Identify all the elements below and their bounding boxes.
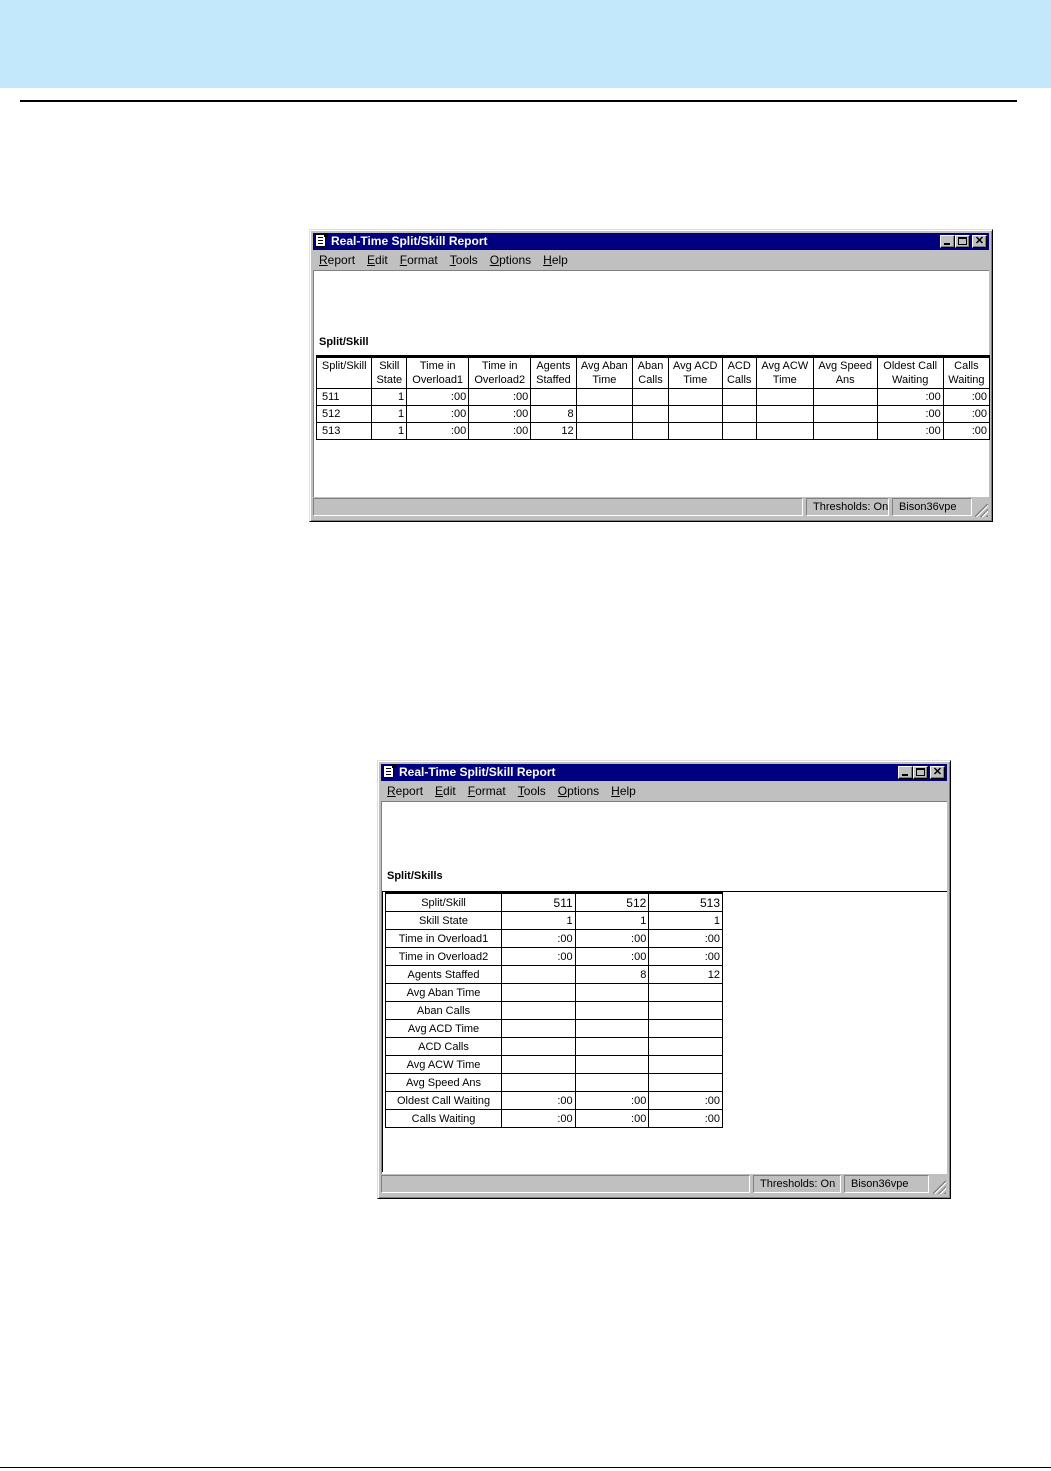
column-header-line1: Avg Aban xyxy=(580,360,628,372)
menu-item-edit[interactable] xyxy=(429,784,462,798)
row-label[interactable]: Skill State xyxy=(386,912,502,930)
table-cell[interactable] xyxy=(531,389,576,406)
minimize-button[interactable] xyxy=(898,766,913,779)
report-app-icon[interactable] xyxy=(315,234,326,247)
menu-item-options[interactable] xyxy=(484,253,537,267)
column-header-line2: Calls xyxy=(726,374,752,386)
menu-label: dit xyxy=(375,252,388,267)
table-cell[interactable]: 12 xyxy=(649,966,723,984)
column-header[interactable] xyxy=(407,357,469,389)
menu-label: elp xyxy=(619,783,636,798)
menu-item-tools[interactable] xyxy=(444,253,484,267)
column-header-line1: Oldest Call xyxy=(883,360,938,372)
menu-item-help[interactable] xyxy=(537,253,574,267)
table-cell[interactable] xyxy=(649,1074,723,1092)
table-row xyxy=(386,893,723,912)
table-cell[interactable]: 1 xyxy=(372,423,407,440)
table-cell[interactable]: :00 xyxy=(649,930,723,948)
column-header-line2 xyxy=(319,373,369,387)
table-cell[interactable]: 1 xyxy=(502,912,576,930)
table-cell[interactable]: 511 xyxy=(502,893,576,912)
table-cell[interactable]: :00 xyxy=(943,423,989,440)
table-cell[interactable] xyxy=(722,389,756,406)
table-cell[interactable] xyxy=(502,1038,576,1056)
menu-label: ptions xyxy=(499,252,532,267)
table-cell[interactable] xyxy=(633,389,669,406)
resize-grip[interactable] xyxy=(933,1181,946,1194)
menu-item-format[interactable] xyxy=(462,784,512,798)
table-cell[interactable]: 512 xyxy=(317,406,372,423)
table-cell[interactable] xyxy=(502,1056,576,1074)
table-cell[interactable] xyxy=(722,406,756,423)
table-cell[interactable]: 8 xyxy=(575,966,649,984)
menu-accelerator: H xyxy=(611,783,620,798)
table-row xyxy=(386,966,723,984)
table-cell[interactable] xyxy=(756,389,813,406)
header-rule xyxy=(20,100,1017,102)
column-header[interactable] xyxy=(576,357,632,389)
table-row xyxy=(386,1038,723,1056)
minimize-icon xyxy=(944,243,950,245)
table-cell[interactable]: :00 xyxy=(502,1110,576,1128)
table-cell[interactable]: :00 xyxy=(575,948,649,966)
table-cell[interactable]: :00 xyxy=(575,1110,649,1128)
table-cell[interactable] xyxy=(649,984,723,1002)
menu-accelerator: F xyxy=(399,252,408,267)
menu-label: elp xyxy=(551,252,568,267)
column-header-line2: Time xyxy=(683,374,708,386)
column-header-line2: Staffed xyxy=(536,374,571,386)
report-table xyxy=(385,891,723,1128)
maximize-button[interactable] xyxy=(913,766,928,779)
column-header-line1: Skill xyxy=(379,360,400,372)
row-label[interactable]: Calls Waiting xyxy=(386,1110,502,1128)
menu-label: eport xyxy=(395,783,424,798)
column-header-line2: Calls xyxy=(638,374,663,386)
table-cell[interactable]: 1 xyxy=(372,389,407,406)
table-cell[interactable]: :00 xyxy=(649,1092,723,1110)
column-header-line1: Time in xyxy=(419,360,456,372)
thresholds-status: Thresholds: On xyxy=(806,498,889,516)
table-cell[interactable] xyxy=(649,1020,723,1038)
column-header-line1: ACD xyxy=(727,360,751,372)
table-cell[interactable]: 513 xyxy=(649,893,723,912)
column-header[interactable] xyxy=(756,357,813,389)
page-header-band xyxy=(0,0,1051,88)
section-label: Split/Skill xyxy=(319,336,369,348)
table-cell[interactable] xyxy=(575,1038,649,1056)
table-row xyxy=(386,930,723,948)
table-cell[interactable] xyxy=(575,1056,649,1074)
column-header-line1: Aban xyxy=(637,360,664,372)
row-label[interactable]: ACD Calls xyxy=(386,1038,502,1056)
table-cell[interactable]: :00 xyxy=(943,406,989,423)
close-icon: ✕ xyxy=(932,766,943,778)
menu-item-help[interactable] xyxy=(605,784,642,798)
column-header-line1: Time in xyxy=(481,360,518,372)
table-cell[interactable]: :00 xyxy=(502,948,576,966)
close-icon: ✕ xyxy=(974,235,985,247)
column-header[interactable] xyxy=(943,357,989,389)
footer-rule xyxy=(0,1467,1051,1468)
table-cell[interactable]: 1 xyxy=(649,912,723,930)
table-row xyxy=(386,1020,723,1038)
table-cell[interactable] xyxy=(575,984,649,1002)
table-cell[interactable] xyxy=(668,406,722,423)
table-cell[interactable]: 12 xyxy=(531,423,576,440)
menu-accelerator: O xyxy=(557,783,568,798)
maximize-icon xyxy=(958,237,967,245)
table-cell[interactable]: :00 xyxy=(943,389,989,406)
table-cell[interactable] xyxy=(633,406,669,423)
column-header-line2: Waiting xyxy=(948,374,985,386)
column-header[interactable] xyxy=(469,357,531,389)
table-cell[interactable] xyxy=(756,406,813,423)
column-header[interactable] xyxy=(531,357,576,389)
menu-label: ormat xyxy=(475,783,506,798)
column-header-line2: Overload2 xyxy=(474,374,526,386)
table-row xyxy=(317,389,990,406)
column-header[interactable] xyxy=(877,357,943,389)
table-cell[interactable] xyxy=(633,423,669,440)
table-cell[interactable]: :00 xyxy=(407,406,469,423)
column-header-line2: State xyxy=(376,374,403,386)
table-row xyxy=(317,406,990,423)
menu-label: ools xyxy=(523,783,546,798)
report-window-horizontal xyxy=(309,229,993,522)
menu-label: ools xyxy=(455,252,478,267)
table-row xyxy=(386,1056,723,1074)
row-label[interactable]: Split/Skill xyxy=(386,893,502,912)
menu-accelerator: T xyxy=(449,252,456,267)
row-label[interactable]: Avg Aban Time xyxy=(386,984,502,1002)
table-cell[interactable]: :00 xyxy=(649,1110,723,1128)
table-cell[interactable]: :00 xyxy=(407,389,469,406)
table-cell[interactable] xyxy=(576,406,632,423)
menu-accelerator: O xyxy=(489,252,500,267)
table-cell[interactable] xyxy=(813,389,877,406)
title-bar[interactable] xyxy=(381,764,947,781)
table-cell[interactable] xyxy=(722,423,756,440)
menu-label: ormat xyxy=(407,252,438,267)
column-header[interactable] xyxy=(372,357,407,389)
menu-item-format[interactable] xyxy=(394,253,444,267)
table-left-edge xyxy=(382,891,383,1172)
table-cell[interactable] xyxy=(576,423,632,440)
report-table xyxy=(316,355,990,440)
menu-label: ptions xyxy=(567,783,600,798)
menu-accelerator: F xyxy=(467,783,476,798)
table-cell[interactable] xyxy=(649,1002,723,1020)
table-cell[interactable]: :00 xyxy=(649,948,723,966)
report-app-icon[interactable] xyxy=(383,765,394,778)
table-cell[interactable]: :00 xyxy=(407,423,469,440)
minimize-button[interactable] xyxy=(940,235,955,248)
column-header[interactable] xyxy=(813,357,877,389)
row-label[interactable]: Aban Calls xyxy=(386,1002,502,1020)
table-cell[interactable] xyxy=(575,1002,649,1020)
column-header-line1: Avg Speed xyxy=(818,360,872,372)
menu-accelerator: E xyxy=(435,783,444,798)
menu-accelerator: T xyxy=(517,783,524,798)
status-bar xyxy=(313,496,989,518)
table-cell[interactable]: :00 xyxy=(502,1092,576,1110)
maximize-button[interactable] xyxy=(955,235,970,248)
close-button[interactable] xyxy=(930,766,945,779)
menu-bar xyxy=(381,781,947,800)
table-cell[interactable]: 511 xyxy=(317,389,372,406)
window-title: Real-Time Split/Skill Report xyxy=(399,765,556,779)
table-cell[interactable]: :00 xyxy=(575,930,649,948)
table-header-row xyxy=(317,357,990,389)
menu-accelerator: E xyxy=(367,252,376,267)
menu-accelerator: H xyxy=(543,252,552,267)
table-row xyxy=(317,423,990,440)
menu-accelerator: R xyxy=(387,783,396,798)
menu-item-report[interactable] xyxy=(313,253,361,267)
column-header-line2: Ans xyxy=(835,374,855,386)
table-cell[interactable]: :00 xyxy=(575,1092,649,1110)
report-area xyxy=(381,801,947,1174)
table-cell[interactable]: :00 xyxy=(877,389,943,406)
row-label[interactable]: Avg ACW Time xyxy=(386,1056,502,1074)
table-row xyxy=(386,1002,723,1020)
table-cell[interactable]: 512 xyxy=(575,893,649,912)
table-cell[interactable]: 1 xyxy=(372,406,407,423)
table-cell[interactable] xyxy=(813,423,877,440)
table-cell[interactable] xyxy=(649,1038,723,1056)
menu-bar xyxy=(313,250,989,269)
table-row xyxy=(386,912,723,930)
column-header-line2: Waiting xyxy=(892,374,929,386)
maximize-icon xyxy=(916,768,925,776)
report-window-vertical xyxy=(377,760,951,1199)
server-status: Bison36vpe xyxy=(892,498,972,516)
table-row xyxy=(386,1074,723,1092)
column-header[interactable] xyxy=(668,357,722,389)
table-cell[interactable] xyxy=(502,1002,576,1020)
column-header-line1: Agents xyxy=(536,360,571,372)
minimize-icon xyxy=(902,774,908,776)
menu-item-options[interactable] xyxy=(552,784,605,798)
status-bar xyxy=(381,1173,947,1195)
thresholds-status: Thresholds: On xyxy=(753,1175,841,1193)
status-pane-main xyxy=(381,1175,750,1193)
server-status: Bison36vpe xyxy=(844,1175,929,1193)
column-header-line1: Avg ACD xyxy=(673,360,718,372)
column-header[interactable] xyxy=(317,357,372,389)
row-label[interactable]: Avg Speed Ans xyxy=(386,1074,502,1092)
table-cell[interactable]: 513 xyxy=(317,423,372,440)
table-row xyxy=(386,1110,723,1128)
menu-label: eport xyxy=(327,252,356,267)
status-pane-main xyxy=(313,498,803,516)
column-header-line1: Split/Skill xyxy=(321,360,367,372)
table-row xyxy=(386,948,723,966)
menu-item-tools[interactable] xyxy=(512,784,552,798)
table-row xyxy=(386,984,723,1002)
table-cell[interactable] xyxy=(575,1020,649,1038)
table-cell[interactable]: 1 xyxy=(575,912,649,930)
table-cell[interactable] xyxy=(668,389,722,406)
row-label[interactable]: Agents Staffed xyxy=(386,966,502,984)
table-cell[interactable] xyxy=(576,389,632,406)
section-label: Split/Skills xyxy=(387,870,443,882)
table-cell[interactable] xyxy=(502,984,576,1002)
table-cell[interactable]: :00 xyxy=(877,423,943,440)
table-cell[interactable] xyxy=(575,1074,649,1092)
table-cell[interactable] xyxy=(502,1074,576,1092)
table-cell[interactable]: :00 xyxy=(502,930,576,948)
row-label[interactable]: Oldest Call Waiting xyxy=(386,1092,502,1110)
table-cell[interactable]: :00 xyxy=(469,406,531,423)
table-cell[interactable]: :00 xyxy=(469,423,531,440)
table-cell[interactable] xyxy=(813,406,877,423)
column-header[interactable] xyxy=(633,357,669,389)
row-label[interactable]: Time in Overload2 xyxy=(386,948,502,966)
report-area xyxy=(313,270,989,497)
table-cell[interactable] xyxy=(502,966,576,984)
menu-accelerator: R xyxy=(319,252,328,267)
title-bar[interactable] xyxy=(313,233,989,250)
row-label[interactable]: Time in Overload1 xyxy=(386,930,502,948)
column-header[interactable] xyxy=(722,357,756,389)
table-cell[interactable] xyxy=(649,1056,723,1074)
table-row xyxy=(386,1092,723,1110)
table-cell[interactable] xyxy=(502,1020,576,1038)
column-header-line2: Time xyxy=(772,374,797,386)
table-cell[interactable]: :00 xyxy=(877,406,943,423)
column-header-line2: Time xyxy=(592,374,617,386)
resize-grip[interactable] xyxy=(975,504,988,517)
table-cell[interactable] xyxy=(668,423,722,440)
table-cell[interactable]: :00 xyxy=(469,389,531,406)
column-header-line1: Avg ACW xyxy=(761,360,809,372)
column-header-line2: Overload1 xyxy=(412,374,464,386)
column-header-line1: Calls xyxy=(954,360,979,372)
menu-item-report[interactable] xyxy=(381,784,429,798)
table-cell[interactable]: 8 xyxy=(531,406,576,423)
window-title: Real-Time Split/Skill Report xyxy=(331,234,488,248)
row-label[interactable]: Avg ACD Time xyxy=(386,1020,502,1038)
menu-label: dit xyxy=(443,783,456,798)
menu-item-edit[interactable] xyxy=(361,253,394,267)
close-button[interactable] xyxy=(972,235,987,248)
table-cell[interactable] xyxy=(756,423,813,440)
